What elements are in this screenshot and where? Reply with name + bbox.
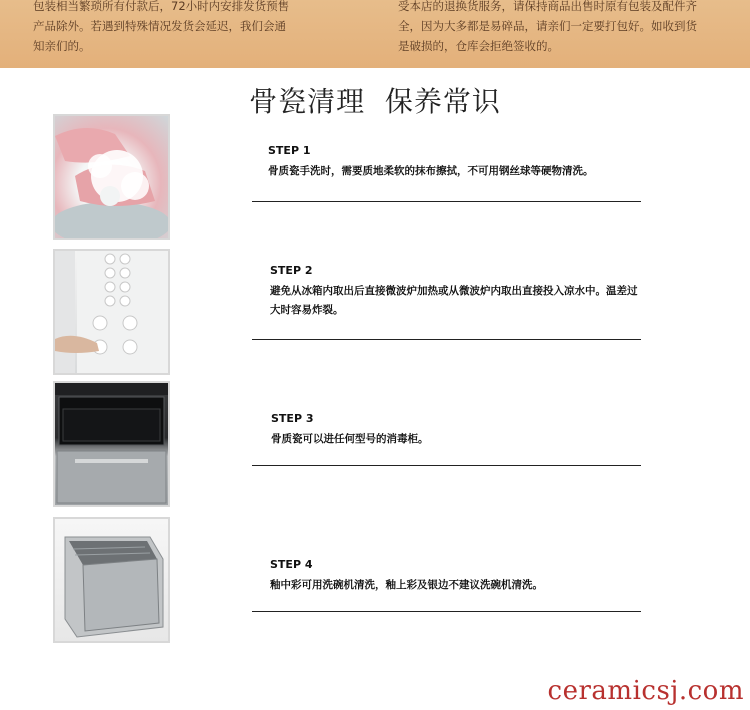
microwave-control-panel-photo	[53, 249, 170, 375]
disinfection-cabinet-photo	[53, 381, 170, 507]
step-3	[252, 411, 641, 466]
banner-right-line-1: 受本店的退换货服务，请保持商品出售时原有包装及配件齐	[398, 0, 697, 13]
banner-right-line-3: 是破损的，仓库会拒绝签收的。	[398, 39, 559, 53]
step-1-title: STEP 1	[268, 144, 311, 157]
banner-left-line-2: 产品除外。若遇到特殊情况发货会延迟，我们会通	[33, 19, 286, 33]
step-3-title: STEP 3	[271, 412, 314, 425]
step-2-description: 避免从冰箱内取出后直接微波炉加热或从微波炉内取出直接投入凉水中。温差过大时容易炸裂。	[270, 285, 638, 316]
dishwasher-photo	[53, 517, 170, 643]
step-1-description: 骨质瓷手洗时，需要质地柔软的抹布擦拭，不可用钢丝球等硬物清洗。	[268, 165, 594, 177]
site-watermark: ceramicsj.com	[547, 676, 744, 706]
step-1	[252, 143, 641, 202]
step-4-title: STEP 4	[270, 558, 313, 571]
hand-washing-photo	[53, 114, 170, 240]
step-4	[252, 557, 641, 612]
step-2	[252, 263, 641, 340]
banner-right-line-2: 全，因为大多都是易碎品，请亲们一定要打包好。如收到货	[398, 19, 697, 33]
banner-left-line-1: 包装相当繁琐所有付款后，72小时内安排发货预售	[33, 0, 290, 13]
step-3-description: 骨质瓷可以进任何型号的消毒柜。	[271, 433, 429, 445]
notice-banner	[0, 0, 750, 68]
step-2-title: STEP 2	[270, 264, 313, 277]
page-title: 骨瓷清理 保养常识	[249, 85, 501, 118]
banner-left-line-3: 知亲们的。	[33, 39, 91, 53]
step-4-description: 釉中彩可用洗碗机清洗，釉上彩及银边不建议洗碗机清洗。	[270, 579, 543, 591]
